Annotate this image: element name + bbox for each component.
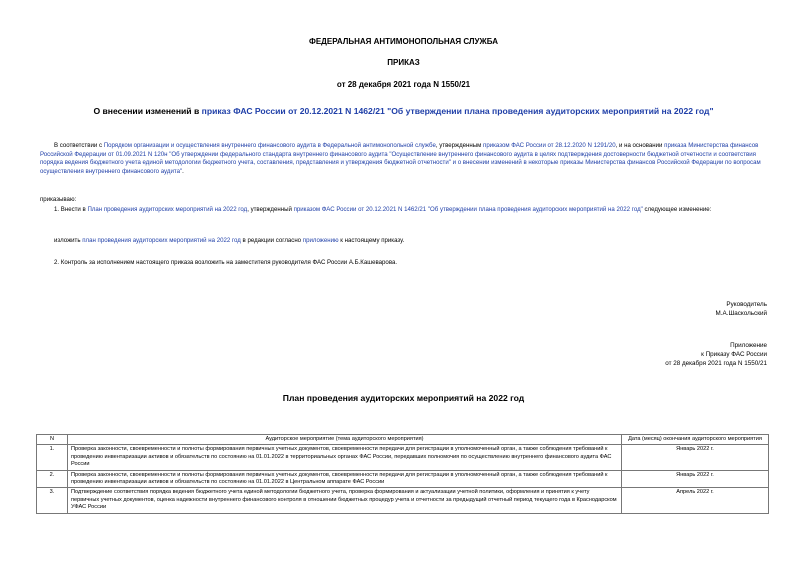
link-audit-procedure[interactable]: Порядком организации и осуществления внутреннего финансового аудита в Федеральной антимонопольной службе xyxy=(103,142,436,149)
header-event: Аудиторское мероприятие (тема аудиторского мероприятия) xyxy=(68,435,622,445)
table-row xyxy=(37,445,769,470)
table-row xyxy=(37,488,769,513)
header-date: Дата (месяц) окончания аудиторского мероприятия xyxy=(622,435,769,445)
link-appendix[interactable]: приложению xyxy=(302,237,339,244)
title-link[interactable]: приказ ФАС России от 20.12.2021 N 1462/21 "Об утверждении плана проведения аудиторских мероприятий на 2022 год" xyxy=(201,106,714,116)
order-word: приказываю: xyxy=(40,196,77,203)
table-header-row xyxy=(37,435,769,445)
appendix-line-1: Приложение xyxy=(730,342,767,349)
doc-title xyxy=(0,106,807,116)
item-1 xyxy=(40,206,770,215)
table-row xyxy=(37,470,769,488)
row-date: Январь 2022 г. xyxy=(622,445,769,470)
appendix-line-2: к Приказу ФАС России xyxy=(701,351,767,358)
audit-plan-table xyxy=(36,434,769,514)
link-plan-text[interactable]: план проведения аудиторских мероприятий на 2022 год xyxy=(82,237,241,244)
agency-name: ФЕДЕРАЛЬНАЯ АНТИМОНОПОЛЬНАЯ СЛУЖБА xyxy=(309,37,498,46)
plan-title: План проведения аудиторских мероприятий на 2022 год xyxy=(282,393,525,403)
doc-type: ПРИКАЗ xyxy=(387,58,420,67)
signature xyxy=(716,300,767,318)
row-num: 3. xyxy=(37,488,68,513)
change-text-3: к настоящему приказу. xyxy=(338,237,405,244)
signature-role: Руководитель xyxy=(726,301,767,308)
appendix-line-3: от 28 декабря 2021 года N 1550/21 xyxy=(665,360,767,367)
row-num: 1. xyxy=(37,445,68,470)
link-fas-order-1291[interactable]: приказом ФАС России от 28.12.2020 N 1291/20 xyxy=(483,142,616,149)
item-2: 2. Контроль за исполнением настоящего приказа возложить на заместителя руководителя ФАС России А.Б.Кашеварова. xyxy=(54,259,398,266)
link-fas-order-1462[interactable]: приказом ФАС России от 20.12.2021 N 1462/21 "Об утверждении плана проведения аудиторских мероприятий на 2022 год" xyxy=(293,206,643,213)
row-text: Подтверждение соответствия порядка ведения бюджетного учета единой методологии бюджетного учета, проверка формирования и актуализации учетной политики, оформления и принятия к учету первичных учетных документов, оценка надежности внутреннего финансового контроля в отношении бюджетных процедур учета и отчетности за предыдущий отчетный период текущего года в Краснодарском УФАС России xyxy=(68,488,622,513)
title-prefix: О внесении изменений в xyxy=(93,106,202,116)
row-text: Проверка законности, своевременности и полноты формирования первичных учетных документов, своевременности передачи для регистрации в уполномоченный орган, а также соблюдения требований к проведению инвентаризации активов и обязательств по состоянию на 01.01.2022 в территориальных органах ФАС России, передавших полномочия по осуществлению внутреннего финансового аудита ФАС России xyxy=(68,445,622,470)
row-num: 2. xyxy=(37,470,68,488)
preamble-text-3: , и на основании xyxy=(615,142,665,149)
link-plan-2022[interactable]: План проведения аудиторских мероприятий на 2022 год xyxy=(87,206,248,213)
header-num: N xyxy=(37,435,68,445)
change-text xyxy=(54,237,404,246)
preamble-text-1: В соответствии с xyxy=(54,142,104,149)
appendix-block xyxy=(665,341,767,368)
item1-text-1: 1. Внести в xyxy=(54,206,88,213)
change-text-2: в редакции согласно xyxy=(240,237,303,244)
preamble xyxy=(40,142,770,176)
row-text: Проверка законности, своевременности и полноты формирования первичных учетных документов, своевременности передачи для регистрации в уполномоченный орган, а также соблюдения требований к проведению инвентаризации активов и обязательств по состоянию на 01.01.2022 в Центральном аппарате ФАС России xyxy=(68,470,622,488)
link-minfin-order-120n[interactable]: приказа Министерства финансов Российской Федерации от 01.09.2021 N 120н "Об утверждении федерального стандарта внутреннего финансового аудита "Осуществление внутреннего финансового аудита в целях подтверждения достоверности бюджетной отчетности и соответствия порядка ведения бюджетного учета единой методологии бюджетного учета, составления, представления и утверждения бюджетной отчетности" и о внесении изменений в некоторые приказы Министерства финансов Российской Федерации по вопросам осуществления внутреннего финансового аудита" xyxy=(40,142,761,175)
item1-text-2: , утвержденный xyxy=(247,206,294,213)
row-date: Январь 2022 г. xyxy=(622,470,769,488)
doc-date: от 28 декабря 2021 года N 1550/21 xyxy=(336,80,471,89)
signature-name: М.А.Шаскольский xyxy=(715,310,767,317)
change-text-1: изложить xyxy=(54,237,83,244)
item1-text-3: следующее изменение: xyxy=(642,206,712,213)
preamble-text-4: . xyxy=(182,167,184,175)
preamble-text-2: , утвержденным xyxy=(435,142,484,149)
row-date: Апрель 2022 г. xyxy=(622,488,769,513)
